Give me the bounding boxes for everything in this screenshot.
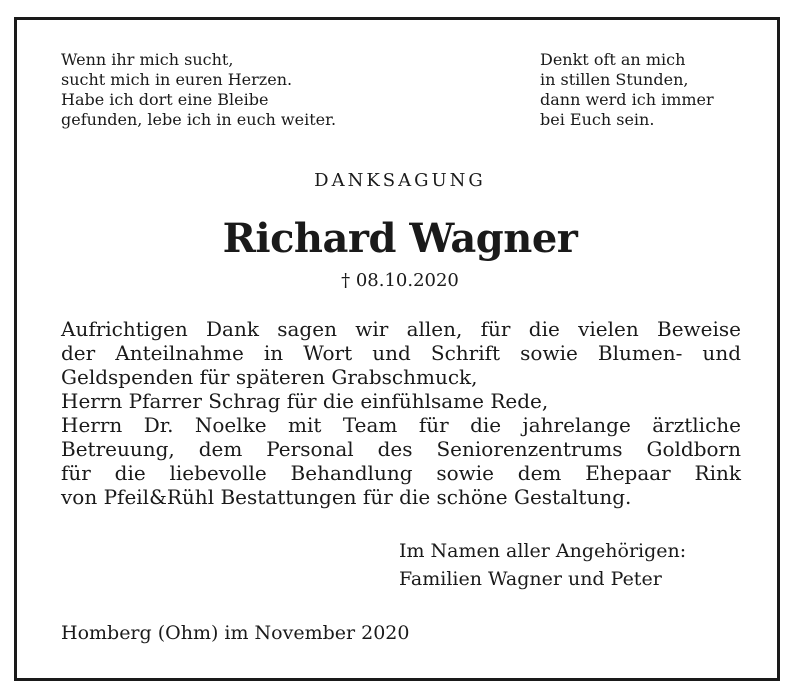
verse-left xyxy=(61,50,336,130)
verse-right xyxy=(540,50,714,130)
thanks-line: Betreuung, dem Personal des Seniorenzentrums Goldborn xyxy=(61,437,741,461)
signature-block xyxy=(399,537,686,593)
thanks-line: für die liebevolle Behandlung sowie dem Ehepaar Rink xyxy=(61,461,741,485)
thanks-text xyxy=(61,317,741,509)
place-and-date: Homberg (Ohm) im November 2020 xyxy=(61,622,410,644)
signature-line: Familien Wagner und Peter xyxy=(399,568,662,590)
verse-right-line: bei Euch sein. xyxy=(540,110,655,129)
thanks-line: der Anteilnahme in Wort und Schrift sowie Blumen- und xyxy=(61,341,741,365)
verse-left-line: Habe ich dort eine Bleibe xyxy=(61,90,269,109)
verse-right-line: dann werd ich immer xyxy=(540,90,714,109)
verse-right-line: Denkt oft an mich xyxy=(540,50,686,69)
thanks-line: Geldspenden für späteren Grabschmuck, xyxy=(61,365,478,389)
verse-left-line: gefunden, lebe ich in euch weiter. xyxy=(61,110,337,129)
thanks-line: Herrn Dr. Noelke mit Team für die jahrelange ärztliche xyxy=(61,413,741,437)
thanks-line: von Pfeil&Rühl Bestattungen für die schöne Gestaltung. xyxy=(61,485,632,509)
deceased-name: Richard Wagner xyxy=(222,215,578,262)
verse-left-line: sucht mich in euren Herzen. xyxy=(61,70,293,89)
thanks-line: Herrn Pfarrer Schrag für die einfühlsame Rede, xyxy=(61,389,549,413)
death-date: † 08.10.2020 xyxy=(341,270,459,291)
verse-right-line: in stillen Stunden, xyxy=(540,70,689,89)
verse-left-line: Wenn ihr mich sucht, xyxy=(61,50,234,69)
thanks-line: Aufrichtigen Dank sagen wir allen, für die vielen Beweise xyxy=(61,317,741,341)
signature-line: Im Namen aller Angehörigen: xyxy=(399,540,687,562)
notice-heading: DANKSAGUNG xyxy=(314,170,486,191)
